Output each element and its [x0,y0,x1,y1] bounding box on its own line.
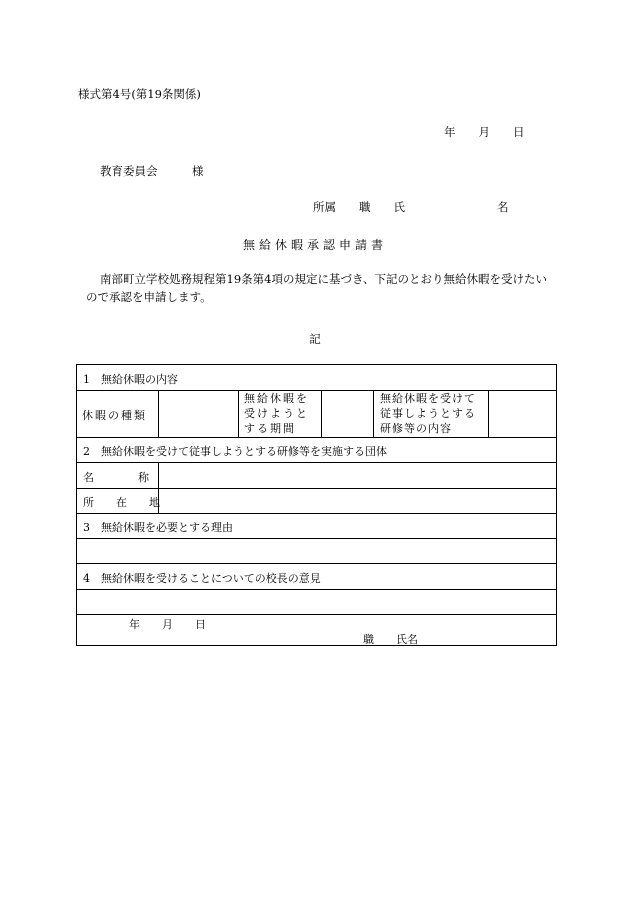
table-rule [76,614,556,615]
table-rule [76,390,556,391]
section-2-heading: 2 無給休暇を受けて従事しようとする研修等を実施する団体 [83,445,387,458]
organization-location-label: 所 在 地 [83,496,160,509]
principal-date-line: 年 月 日 [129,618,206,631]
application-table [76,364,556,646]
research-label-line: 無給休暇を受けて [380,392,476,405]
table-border-top [76,364,556,365]
addressee: 教育委員会 様 [100,164,204,178]
table-divider [238,390,239,437]
section-4-heading: 4 無給休暇を受けることについての校長の意見 [83,572,321,585]
period-label-line: 無給休暇を [244,392,309,405]
table-rule [76,538,556,539]
ki-mark: 記 [309,332,321,346]
table-divider [321,390,322,437]
table-divider [373,390,374,437]
table-rule [76,513,556,514]
section-3-heading: 3 無給休暇を必要とする理由 [83,521,233,534]
form-number: 様式第4号(第19条関係) [78,87,201,101]
research-content-label [380,391,476,436]
table-border-right [556,364,557,646]
applicant-line: 所属 職 氏 名 [313,200,509,214]
research-label-line: 従事しようとする [380,407,476,420]
period-label-line: する期間 [244,422,296,435]
organization-name-label: 名 称 [83,471,149,484]
period-label-line: 受けようと [244,407,309,420]
body-text: 南部町立学校処務規程第19条第4項の規定に基づき、下記のとおり無給休暇を受けたいので承認を申請します。 [86,272,547,304]
research-label-line: 研修等の内容 [380,422,452,435]
date-line: 年 月 日 [444,125,525,139]
table-rule [76,437,556,438]
section-1-heading: 1 無給休暇の内容 [83,373,178,386]
table-rule [76,563,556,564]
table-rule [76,488,556,489]
leave-type-label: 休暇の種類 [82,409,147,422]
table-rule [76,589,556,590]
table-border-bottom [76,645,557,646]
table-border-left [76,364,77,646]
table-rule [76,462,556,463]
principal-signature-line: 職 氏名 [363,633,418,646]
table-divider [158,390,159,437]
table-divider [488,390,489,437]
document-title: 無給休暇承認申請書 [242,238,387,252]
period-label [244,391,309,436]
